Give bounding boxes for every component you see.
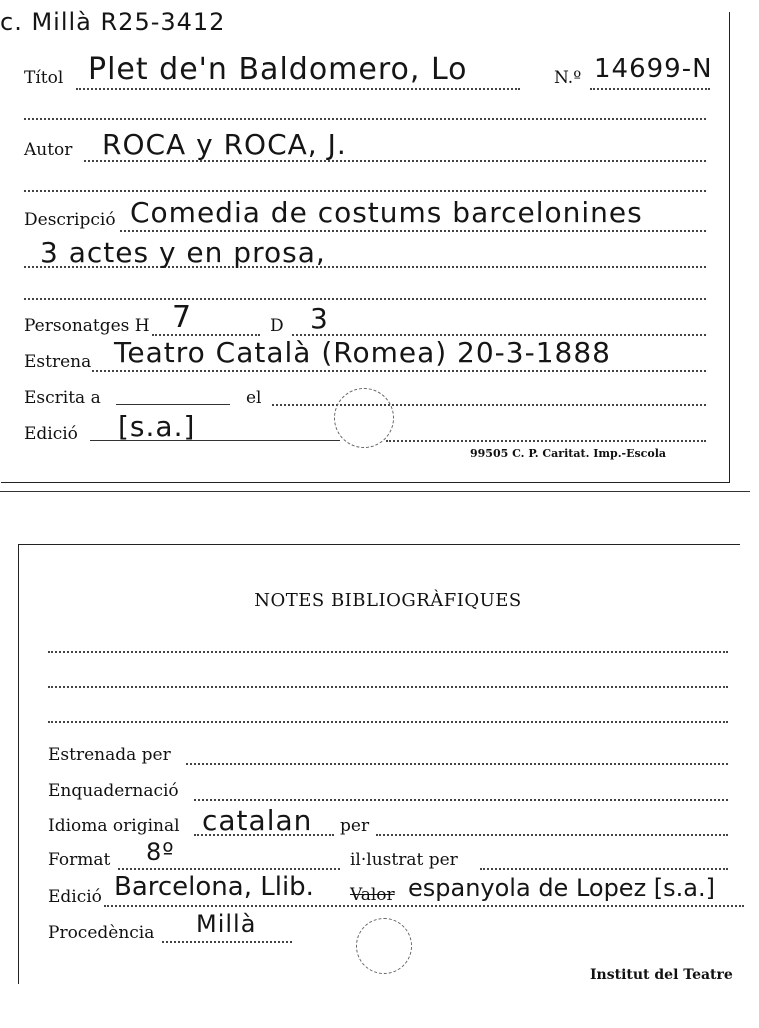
numero-value: 14699-N: [594, 54, 713, 84]
punch-hole-2: [356, 918, 412, 974]
idioma-label: Idioma original: [48, 816, 180, 836]
personatges-d-label: D: [270, 316, 284, 336]
autor-label: Autor: [24, 140, 73, 160]
personatges-h-value: 7: [172, 300, 193, 335]
rule-3: [24, 298, 706, 300]
catalog-reference: c. Millà R25-3412: [0, 8, 226, 36]
autor-value: ROCA y ROCA, J.: [102, 128, 347, 161]
descripcio-value-2: 3 actes y en prosa,: [40, 236, 326, 269]
personatges-d-value: 3: [310, 302, 329, 335]
titol-label: Títol: [24, 68, 64, 88]
enquadernacio-label: Enquadernació: [48, 781, 179, 801]
procedencia-label: Procedència: [48, 923, 155, 943]
edicio-value: [s.a.]: [118, 410, 196, 443]
format-line: [118, 868, 340, 870]
procedencia-line: [162, 941, 292, 943]
escrita-label: Escrita a: [24, 388, 101, 408]
estrenada-line: [186, 763, 728, 765]
format-value: 8º: [146, 838, 175, 866]
idioma-value: catalan: [202, 804, 313, 837]
estrenada-label: Estrenada per: [48, 745, 171, 765]
edicio2-label: Edició: [48, 887, 102, 907]
edicio-line-right: [386, 440, 706, 442]
descripcio-label: Descripció: [24, 210, 116, 230]
illustrat-line: [480, 868, 728, 870]
edicio2-value-a: Barcelona, Llib.: [114, 872, 314, 902]
escrita-line: [116, 404, 230, 405]
titol-line: [76, 88, 520, 90]
personatges-h-label: Personatges H: [24, 316, 150, 336]
notes-rule-2: [48, 686, 728, 688]
punch-hole: [334, 388, 394, 448]
card2-top-border: [18, 544, 740, 545]
estrena-value: Teatro Català (Romea) 20-3-1888: [114, 336, 611, 369]
card1-bottom-rule: [0, 491, 750, 492]
edicio2-line: [104, 905, 744, 907]
titol-value: Plet de'n Baldomero, Lo: [88, 52, 468, 87]
notes-rule-1: [48, 651, 728, 653]
enquadernacio-line: [194, 799, 728, 801]
edicio2-value-b: espanyola de Lopez [s.a.]: [408, 874, 715, 902]
estrena-line: [92, 370, 706, 372]
descripcio-value-1: Comedia de costums barcelonines: [130, 196, 643, 229]
rule-2: [24, 190, 706, 192]
institution-name: Institut del Teatre: [590, 967, 733, 983]
format-label: Format: [48, 850, 111, 870]
rule-1: [24, 118, 706, 120]
printer-imprint: 99505 C. P. Caritat. Imp.-Escola: [470, 447, 667, 460]
numero-line: [590, 88, 710, 90]
numero-label: N.º: [554, 68, 582, 88]
illustrat-label: il·lustrat per: [350, 850, 458, 870]
procedencia-value: Millà: [196, 910, 257, 938]
el-label: el: [246, 388, 262, 408]
descripcio-line-1: [120, 230, 706, 232]
edicio-label: Edició: [24, 424, 78, 444]
notes-heading: NOTES BIBLIOGRÀFIQUES: [254, 590, 522, 611]
idioma-per-line: [376, 834, 728, 836]
edicio2-struck-word: Valor: [350, 885, 395, 905]
estrena-label: Estrena: [24, 352, 92, 372]
idioma-per-label: per: [340, 816, 370, 836]
notes-rule-3: [48, 721, 728, 723]
